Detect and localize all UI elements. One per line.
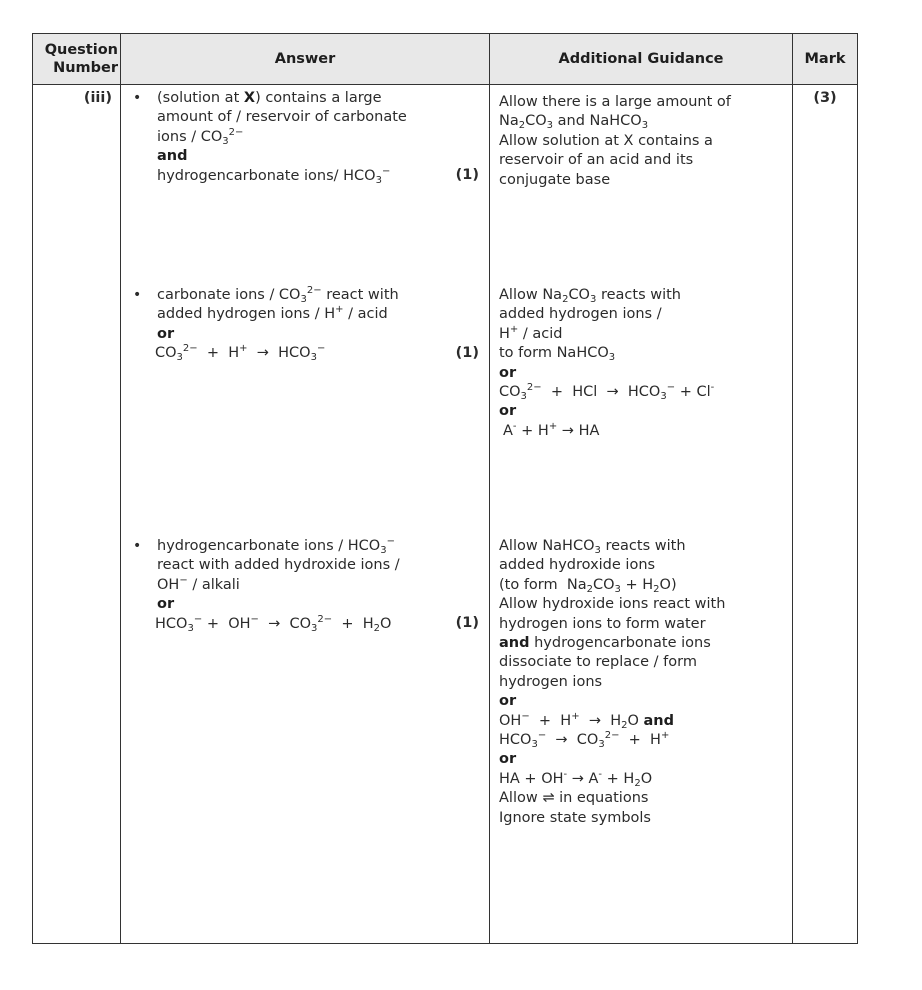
formula-line: (to form $Na_2CO_3 + H_2O$) <box>499 576 677 595</box>
header-question-line1: Question <box>44 42 118 58</box>
text: amount of / reservoir of carbonate <box>157 109 407 126</box>
formula-line: Allow $Na_2CO_3$ reacts with <box>499 287 682 305</box>
text: Allow there is a large amount of <box>499 94 731 110</box>
text: OH <box>157 576 180 593</box>
equation: $CO_3^{2-} + H^+ \to HCO_3^-$ <box>155 343 326 364</box>
bullet-icon: • <box>133 90 142 106</box>
header-row <box>33 34 858 85</box>
connector-or: or <box>499 403 517 420</box>
header-guidance: Additional Guidance <box>490 34 793 85</box>
equation: $HCO_3^- \to CO_3^{2-} + H^+$ <box>499 730 670 751</box>
text: dissociate to replace / form <box>499 654 697 671</box>
text: hydrogencarbonate ions/ HCO <box>157 167 376 184</box>
connector-or: or <box>499 364 517 381</box>
answer-point-text: hydrogencarbonate ions / $HCO_3^-$ react with added hydroxide ions / OH− / alkali or $HCO_3^- + OH^- \to CO_3^{2-} + H_2O$ <box>157 537 481 634</box>
text: / acid <box>343 306 388 323</box>
text: carbonate ions / CO <box>157 287 301 303</box>
answer-cell <box>121 85 490 944</box>
text: Allow ⇌ in equations <box>499 790 649 807</box>
mark-scheme-table <box>32 33 858 944</box>
text: hydrogen ions to form water <box>499 615 706 632</box>
text: react with added hydroxide ions / <box>157 557 400 574</box>
guidance-cell <box>490 85 793 944</box>
point-mark: (1) <box>455 345 479 361</box>
answer-point-text: carbonate ions / $CO_3^{2-}$ react with added hydrogen ions / H+ / acid or $CO_3^{2-} + H^+ \to HCO_3^-$ <box>157 286 481 364</box>
header-question-number <box>33 34 121 85</box>
text: added hydroxide ions <box>499 557 656 574</box>
guidance-block-2 <box>499 286 786 441</box>
connector-and: and <box>499 635 530 652</box>
mark-cell: (3) <box>793 85 858 944</box>
text: X <box>243 90 256 106</box>
text: / acid <box>518 325 563 342</box>
connector-and: and <box>157 148 188 165</box>
point-mark: (1) <box>455 167 479 183</box>
formula-line: Allow NaHCO$_3$ reacts with <box>499 538 686 556</box>
equation: $HCO_3^- + OH^- \to CO_3^{2-} + H_2O$ <box>155 613 392 634</box>
question-number-cell: (iii) <box>33 85 121 944</box>
equation: $OH^- + H^+ \to H_2O$ and <box>499 710 675 731</box>
answer-point-text: (solution at X) contains a large amount of / reservoir of carbonate ions / $CO_3^{2-}$ and hydrogencarbonate ions/ $HCO_3^-$ <box>157 89 481 186</box>
connector-or: or <box>157 325 175 342</box>
text: added hydrogen ions / <box>499 306 662 323</box>
text: conjugate base <box>499 171 611 188</box>
guidance-block-3 <box>499 537 786 828</box>
connector-or: or <box>157 596 175 613</box>
formula-line: H+ / acid <box>499 323 563 342</box>
formula-line: $Na_2CO_3$ and NaHCO$_3$ <box>499 113 649 132</box>
header-answer: Answer <box>121 34 490 85</box>
text: reservoir of an acid and its <box>499 152 694 169</box>
text: react with <box>321 287 399 303</box>
table-row <box>33 85 858 944</box>
text: hydrogen ions <box>499 673 603 690</box>
bullet-icon: • <box>133 538 142 554</box>
equation: HA + $OH^- \to A^- + H_2O$ <box>499 768 653 789</box>
text: Ignore state symbols <box>499 809 651 826</box>
text: / alkali <box>187 576 240 593</box>
text: Allow hydroxide ions react with <box>499 596 726 613</box>
guidance-block-1 <box>499 93 786 190</box>
formula-line: to form NaHCO$_3$ <box>499 345 616 364</box>
text: ) contains a large <box>255 90 382 106</box>
text: Allow solution at X contains a <box>499 132 713 149</box>
text: hydrogencarbonate ions / HCO <box>157 538 381 554</box>
text: ions / CO <box>157 128 223 145</box>
bullet-icon: • <box>133 287 142 303</box>
text: hydrogencarbonate ions <box>529 635 711 652</box>
header-mark: Mark <box>793 34 858 85</box>
connector-or: or <box>499 751 517 768</box>
text: added hydrogen ions / H <box>157 306 336 323</box>
header-question-line2: Number <box>53 60 118 76</box>
equation: A- + H+ → HA <box>503 420 600 439</box>
equation: $CO_3^{2-}$ + HCl → $HCO_3^- + Cl^-$ <box>499 382 715 403</box>
point-mark: (1) <box>455 615 479 631</box>
connector-or: or <box>499 693 517 710</box>
text: (solution at <box>157 90 244 106</box>
